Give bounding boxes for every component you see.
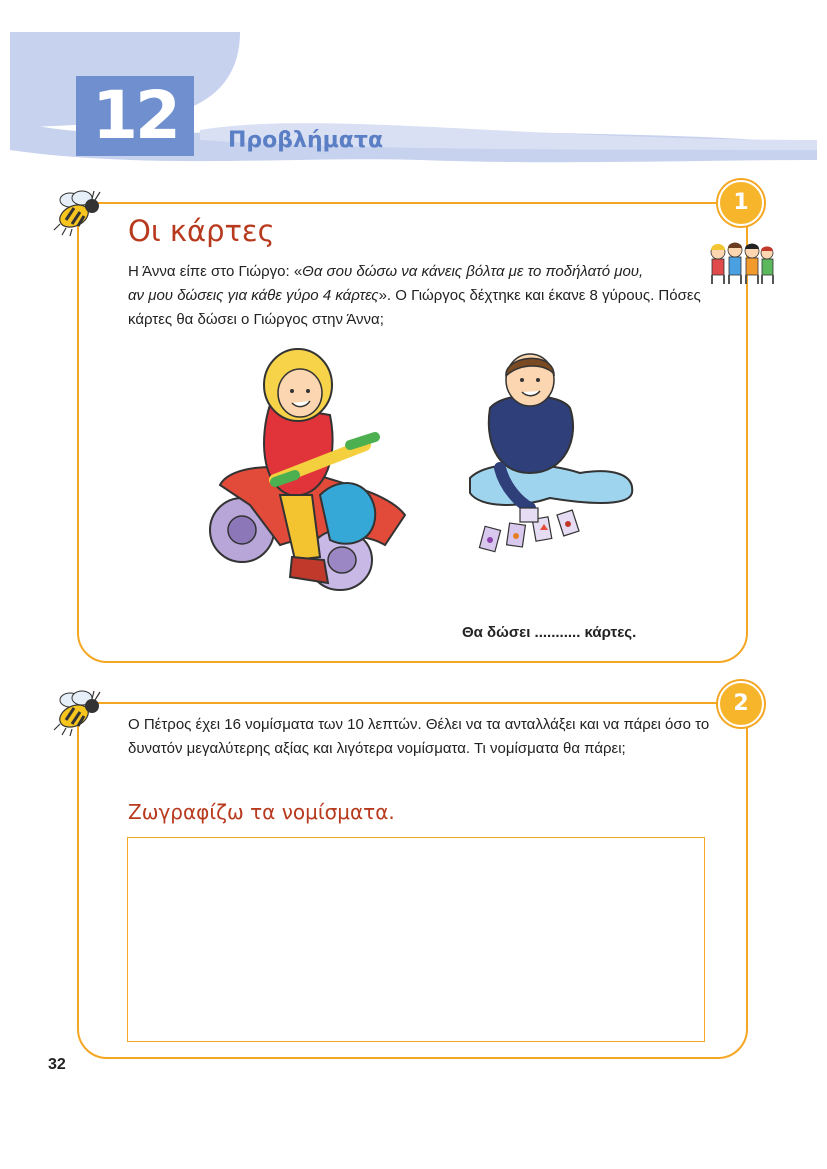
boy-with-cards-illustration <box>460 348 640 560</box>
girl-on-tricycle-illustration <box>200 345 415 600</box>
page-number: 32 <box>48 1056 66 1073</box>
children-group-icon <box>706 238 776 286</box>
chapter-number-box: 12 <box>76 76 194 156</box>
bee-icon <box>48 686 106 738</box>
problem-1-title: Οι κάρτες <box>128 214 275 248</box>
problem-1-text: Η Άννα είπε στο Γιώργο: «Θα σου δώσω να κάνεις βόλτα με το ποδήλατό μου, αν μου δώσεις για κάθε γύρο 4 κάρτες». Ο Γιώργος δέχτηκε και έκανε 8 γύρους. Πόσες κάρτες θα δώσει ο Γιώργος στην Άννα; <box>128 263 701 328</box>
problem-1-answer-line: Θα δώσει ........... κάρτες. <box>462 624 637 641</box>
problem-2-number-badge: 2 <box>718 681 764 727</box>
bee-icon <box>48 186 106 238</box>
problem-2-drawing-prompt: Ζωγραφίζω τα νομίσματα. <box>128 800 395 824</box>
chapter-title: Προβλήματα <box>228 128 384 153</box>
problem-1-number-badge: 1 <box>718 180 764 226</box>
problem-2-text: Ο Πέτρος έχει 16 νομίσματα των 10 λεπτών. Θέλει να τα ανταλλάξει και να πάρει όσο το δυνατόν μεγαλύτερης αξίας και λιγότερα νομίσματα. Τι νομίσματα θα πάρει; <box>128 716 710 757</box>
drawing-area[interactable] <box>127 837 705 1042</box>
